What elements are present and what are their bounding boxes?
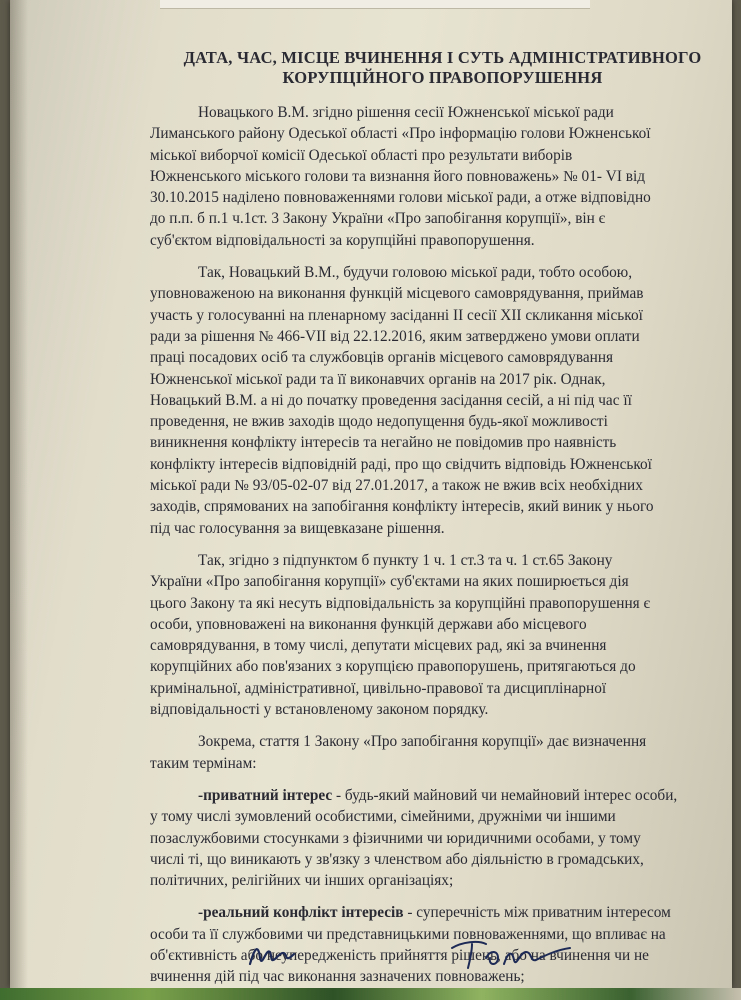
- title-line-1: ДАТА, ЧАС, МІСЦЕ ВЧИНЕННЯ І СУТЬ АДМІНІСТРАТИВНОГО: [183, 48, 702, 67]
- text-line: Новацький В.М. а ні до початку проведення засідання сесій, а ні під час її: [150, 391, 632, 409]
- text-line: позаслужбовими стосунками з фізичними чи юридичними особами, у тому: [150, 829, 641, 847]
- paragraph-4: [150, 731, 735, 774]
- text-line: Лиманського району Одеської області «Про інформацію голови Южненської: [150, 125, 651, 143]
- definition-text: - будь-який майновий чи немайновий інтерес особи,: [332, 786, 678, 804]
- signature-2: [452, 942, 570, 968]
- text-line: самоврядування, в тому числі, депутати місцевих рад, які за вчинення: [150, 637, 607, 655]
- text-line: у тому числі зумовлений особистими, сімейними, дружніми чи іншими: [150, 808, 616, 826]
- text-line: міської виборчої комісії Одеської області про результати виборів: [150, 146, 573, 164]
- text-line: під час голосування за вищевказане рішення.: [150, 519, 445, 537]
- text-line: особи, уповноважені на виконання функцій держави або місцевого: [150, 615, 587, 633]
- text-line: ради за рішення № 466-VII від 22.12.2016, яким затверджено умови оплати: [150, 327, 640, 345]
- text-line: цього Закону та які несуть відповідальність за корупційні правопорушення є: [150, 594, 651, 612]
- text-line: заходів, спрямованих на запобігання конфлікту інтересів, який виник у нього: [150, 498, 654, 516]
- text-line: конфлікту інтересів відповідній раді, про що свідчить відповідь Южненської: [150, 455, 652, 473]
- text-line: проведення, не вжив заходів щодо недопущення будь-якої можливості: [150, 413, 608, 431]
- text-line: 30.10.2015 наділено повноваженнями голови міської ради, а отже відповідно: [150, 189, 651, 207]
- signature-1: [250, 949, 294, 964]
- page-edge-shadow: [10, 0, 28, 988]
- text-line: уповноваженою на виконання функцій місцевого самоврядування, приймав: [150, 285, 644, 303]
- definition-first-line: [150, 902, 735, 923]
- text-line: Так, згідно з підпунктом б пункту 1 ч. 1 ст.3 та ч. 1 ст.65 Закону: [198, 551, 613, 569]
- definition-term: -реальний конфлікт інтересів: [198, 904, 404, 922]
- text-line: виникнення конфлікту інтересів та негайно не повідомив про наявність: [150, 434, 617, 452]
- text-line: відповідальності у встановленому законом порядку.: [150, 701, 489, 719]
- paragraph-1: [150, 102, 735, 251]
- definition-private-interest: [150, 785, 735, 891]
- text-line: таким термінам:: [150, 754, 257, 772]
- text-line: Южненської міської ради та її виконавчих органів на 2017 рік. Однак,: [150, 370, 606, 388]
- definition-text: - суперечність між приватним інтересом: [403, 904, 671, 922]
- background-bottom-strip: [0, 988, 741, 1000]
- text-line: числі ті, що виникають у зв'язку з членством або діяльністю в громадських,: [150, 850, 644, 868]
- document-page: [10, 0, 732, 988]
- title-line-2: КОРУПЦІЙНОГО ПРАВОПОРУШЕННЯ: [282, 68, 603, 87]
- text-line: участь у голосуванні на пленарному засіданні II сесії XII скликання міської: [150, 306, 643, 324]
- paragraph-3: [150, 550, 735, 720]
- text-line: корупційних або пов'язаних з корупцією правопорушень, притягаються до: [150, 658, 636, 676]
- text-line: України «Про запобігання корупції» суб'єктами на яких поширюється дія: [150, 573, 629, 591]
- text-line: суб'єктом відповідальності за корупційні правопорушення.: [150, 231, 535, 249]
- text-line: Южненського міського голови та визнання його повноважень» № 01- VI від: [150, 167, 645, 185]
- text-line: особи та її службовими чи представницькими повноваженнями, що впливає на: [150, 925, 666, 943]
- text-line: до п.п. б п.1 ч.1ст. 3 Закону України «Про запобігання корупції», він є: [150, 210, 606, 228]
- document-title: [150, 48, 735, 88]
- text-line: об'єктивність або неупередженість прийняття рішень, або на вчинення чи не: [150, 946, 649, 964]
- text-line: політичних, релігійних чи інших організаціях;: [150, 872, 454, 890]
- text-line: вчинення дій під час виконання зазначених повноважень;: [150, 968, 525, 986]
- definition-term: -приватний інтерес: [198, 786, 333, 804]
- document-body: [150, 48, 735, 999]
- text-line: кримінальної, адміністративної, цивільно-правової та дисциплінарної: [150, 679, 607, 697]
- text-line: міської ради № 93/05-02-07 від 27.01.2017, а також не вжив всіх необхідних: [150, 477, 643, 495]
- paragraph-2: [150, 262, 735, 539]
- text-line: Новацького В.М. згідно рішення сесії Южненської міської ради: [198, 104, 614, 121]
- handwritten-signatures: [240, 928, 600, 978]
- definition-first-line: [150, 785, 735, 806]
- signatures: [240, 928, 600, 978]
- paper-top-strip: [160, 0, 590, 9]
- text-line: Так, Новацький В.М., будучи головою міської ради, тобто особою,: [198, 264, 633, 282]
- text-line: праці посадових осіб та службовців органів місцевого самоврядування: [150, 349, 614, 367]
- text-line: Зокрема, стаття 1 Закону «Про запобігання корупції» дає визначення: [198, 733, 647, 751]
